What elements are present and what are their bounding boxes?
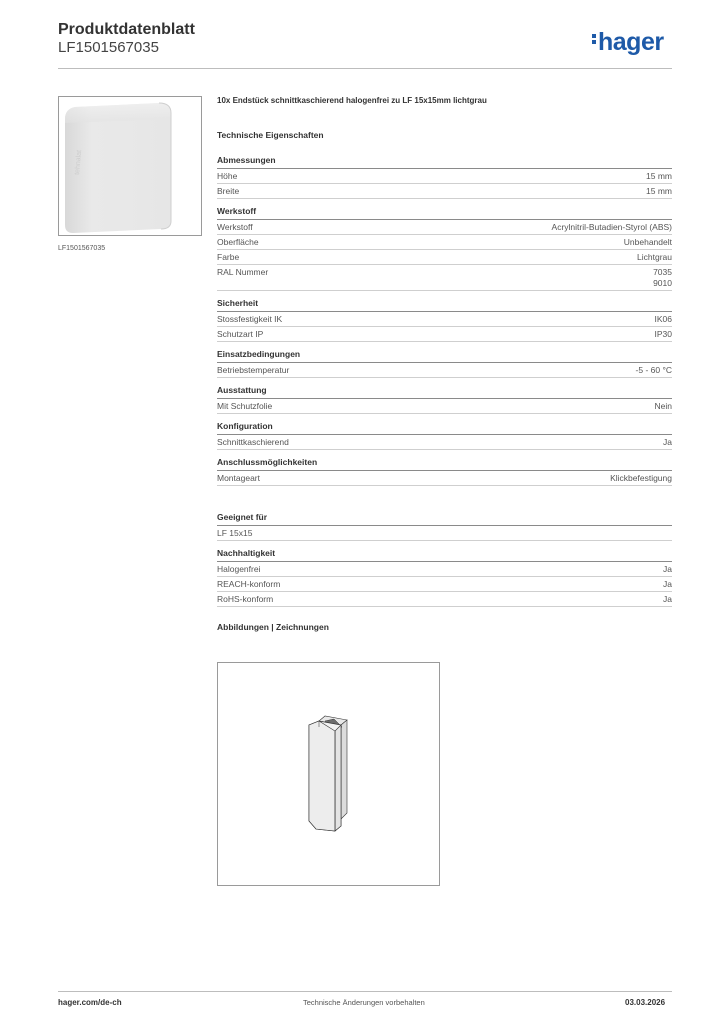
- footer-website-link[interactable]: hager.com/de-ch: [58, 998, 122, 1007]
- property-value: [646, 186, 672, 197]
- property-value-line: 7035: [653, 267, 672, 277]
- product-headline: 10x Endstück schnittkaschierend halogenfrei zu LF 15x15mm lichtgrau: [217, 96, 487, 105]
- header-divider: [58, 68, 672, 69]
- property-section: [217, 457, 672, 486]
- property-value: [653, 267, 672, 289]
- section-title: Abmessungen: [217, 155, 672, 169]
- section-title: Ausstattung: [217, 385, 672, 399]
- hager-logo: [592, 28, 664, 57]
- property-value: [552, 222, 672, 233]
- property-value: [663, 579, 672, 590]
- property-value-line: IP30: [654, 329, 672, 339]
- property-label: Stossfestigkeit IK: [217, 314, 283, 324]
- property-value-line: -5 - 60 °C: [635, 365, 672, 375]
- property-row: [217, 184, 672, 199]
- section-title: Sicherheit: [217, 298, 672, 312]
- section-title: Anschlussmöglichkeiten: [217, 457, 672, 471]
- property-section: [217, 298, 672, 342]
- property-value: [655, 329, 673, 340]
- product-content: [217, 96, 672, 632]
- product-photo: [58, 96, 202, 236]
- property-row: [217, 235, 672, 250]
- footer-note: Technische Änderungen vorbehalten: [303, 998, 425, 1007]
- logo-dots-icon: [592, 32, 596, 46]
- technical-drawing-image: [218, 663, 439, 885]
- property-section: [217, 421, 672, 450]
- property-value-line: Nein: [654, 401, 672, 411]
- property-value: [655, 314, 673, 325]
- property-value-line: 15 mm: [646, 186, 672, 196]
- property-value-line: Ja: [663, 579, 672, 589]
- property-section: [217, 155, 672, 199]
- property-value: [663, 594, 672, 605]
- property-section: [217, 512, 672, 541]
- property-label: Montageart: [217, 473, 260, 483]
- property-row: [217, 327, 672, 342]
- section-title: Geeignet für: [217, 512, 672, 526]
- property-label: Höhe: [217, 171, 238, 181]
- property-row: [217, 435, 672, 450]
- property-value: [610, 473, 672, 484]
- property-label: Betriebstemperatur: [217, 365, 290, 375]
- property-row: [217, 265, 672, 291]
- property-label: RoHS-konform: [217, 594, 274, 604]
- property-section: [217, 349, 672, 378]
- property-section: [217, 385, 672, 414]
- property-value-line: Acrylnitril-Butadien-Styrol (ABS): [551, 222, 672, 232]
- property-row: [217, 399, 672, 414]
- property-row: [217, 526, 672, 541]
- property-label: REACH-konform: [217, 579, 281, 589]
- property-label: Schnittkaschierend: [217, 437, 289, 447]
- section-title: Konfiguration: [217, 421, 672, 435]
- logo-text: hager: [598, 28, 664, 56]
- footer-divider: [58, 991, 672, 992]
- property-value: [637, 252, 672, 263]
- property-value: [624, 237, 672, 248]
- footer-date: 03.03.2026: [625, 998, 666, 1007]
- property-value: [663, 437, 672, 448]
- property-label: Mit Schutzfolie: [217, 401, 273, 411]
- property-value-line: Klickbefestigung: [610, 473, 672, 483]
- property-section: [217, 206, 672, 291]
- property-value: [663, 564, 672, 575]
- property-label: Breite: [217, 186, 240, 196]
- property-label: Schutzart IP: [217, 329, 264, 339]
- property-row: [217, 562, 672, 577]
- property-row: [217, 577, 672, 592]
- photo-caption: LF1501567035: [58, 245, 106, 252]
- property-row: [217, 363, 672, 378]
- property-section: [217, 548, 672, 607]
- property-label: Werkstoff: [217, 222, 253, 232]
- section-title: Werkstoff: [217, 206, 672, 220]
- property-value-line: Ja: [663, 437, 672, 447]
- properties-sections: [217, 155, 672, 607]
- property-value-line: IK06: [654, 314, 672, 324]
- property-value-line: Ja: [663, 564, 672, 574]
- property-row: [217, 250, 672, 265]
- product-photo-image: [59, 97, 201, 235]
- product-code: LF1501567035: [58, 39, 159, 56]
- images-title: Abbildungen | Zeichnungen: [217, 622, 329, 632]
- tech-properties-title: Technische Eigenschaften: [217, 130, 324, 140]
- technical-drawing: [217, 662, 440, 886]
- section-title: Einsatzbedingungen: [217, 349, 672, 363]
- property-value-line: 9010: [653, 278, 672, 288]
- property-label: Oberfläche: [217, 237, 259, 247]
- section-title: Nachhaltigkeit: [217, 548, 672, 562]
- property-label: RAL Nummer: [217, 267, 269, 277]
- property-row: [217, 471, 672, 486]
- property-value-line: Ja: [663, 594, 672, 604]
- property-value: [646, 171, 672, 182]
- page-title: Produktdatenblatt: [58, 21, 195, 38]
- property-row: [217, 592, 672, 607]
- property-value: [655, 401, 672, 412]
- svg-text:tehnalat: tehnalat: [74, 149, 84, 176]
- property-value: [636, 365, 672, 376]
- property-value-line: Lichtgrau: [637, 252, 672, 262]
- property-row: [217, 220, 672, 235]
- property-value-line: Unbehandelt: [623, 237, 672, 247]
- property-value-line: 15 mm: [646, 171, 672, 181]
- property-row: [217, 312, 672, 327]
- section-gap: [217, 493, 672, 512]
- property-label: Farbe: [217, 252, 240, 262]
- property-label: Halogenfrei: [217, 564, 261, 574]
- property-label: LF 15x15: [217, 528, 253, 538]
- property-row: [217, 169, 672, 184]
